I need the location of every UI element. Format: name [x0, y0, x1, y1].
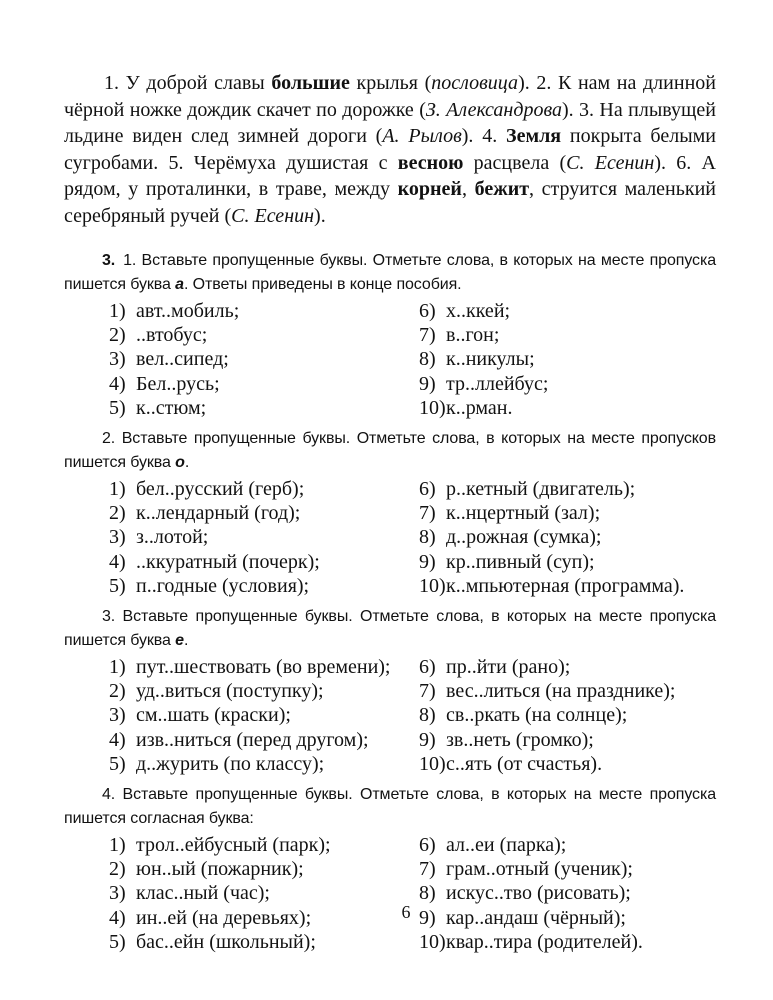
item-word: кар..андаш (чёрный); [446, 906, 626, 929]
item-number: 6) [419, 478, 436, 501]
list-item [419, 728, 716, 752]
item-number: 1) [109, 834, 126, 857]
item-number: 10) [419, 396, 446, 419]
list-item [419, 323, 716, 347]
item-number: 4) [109, 550, 126, 573]
list-item [419, 655, 716, 679]
item-word: к..мпьютерная (программа). [446, 574, 685, 597]
list-item [419, 857, 716, 881]
item-word: авт..мобиль; [136, 300, 240, 322]
exercise-3-right-column [419, 655, 716, 776]
item-number: 4) [109, 372, 126, 395]
list-item [419, 906, 716, 930]
item-number: 5) [109, 574, 126, 597]
item-word: з..лотой; [136, 526, 209, 549]
item-number: 5) [109, 930, 126, 953]
item-word: пр..йти (рано); [446, 656, 571, 679]
exercise-1-word-list [109, 299, 716, 420]
item-word: д..рожная (сумка); [446, 526, 602, 549]
item-number: 8) [419, 526, 436, 549]
item-word: к..никулы; [446, 348, 535, 371]
item-word: клас..ный (час); [136, 882, 270, 905]
item-word: к..нцертный (зал); [446, 502, 601, 525]
item-number: 7) [419, 680, 436, 703]
item-word: Бел..русь; [136, 372, 220, 395]
item-word: к..рман. [446, 396, 513, 419]
exercise-2 [64, 427, 716, 598]
exercise-3-word-list [109, 655, 716, 776]
list-item [109, 857, 419, 881]
item-number: 6) [419, 300, 436, 322]
list-item [109, 881, 419, 905]
list-item [109, 372, 419, 396]
exercise-3 [64, 605, 716, 776]
list-item [109, 679, 419, 703]
item-number: 3) [109, 704, 126, 727]
item-word: искус..тво (рисовать); [446, 882, 631, 905]
item-number: 7) [419, 858, 436, 881]
exercise-1 [64, 249, 716, 420]
item-number: 8) [419, 882, 436, 905]
list-item [109, 347, 419, 371]
item-number: 9) [419, 550, 436, 573]
item-word: квар..тира (родителей). [446, 930, 643, 953]
item-number: 1) [109, 300, 126, 322]
list-item [109, 906, 419, 930]
item-number: 5) [109, 752, 126, 775]
item-number: 9) [419, 372, 436, 395]
list-item [419, 347, 716, 371]
item-word: см..шать (краски); [136, 704, 291, 727]
list-item [419, 525, 716, 549]
exercise-4-instruction: 4. Вставьте пропущенные буквы. Отметьте слова, в которых на месте пропуска пишется согласная буква: [64, 786, 716, 827]
list-item [419, 752, 716, 776]
item-number: 10) [419, 574, 446, 597]
item-number: 3) [109, 882, 126, 905]
item-word: трол..ейбусный (парк); [136, 834, 331, 857]
list-item [419, 881, 716, 905]
item-number: 2) [109, 502, 126, 525]
item-word: уд..виться (поступку); [136, 680, 324, 703]
list-item [419, 396, 716, 420]
item-number: 8) [419, 348, 436, 371]
list-item [109, 833, 419, 857]
exercise-4-left-column [109, 833, 419, 954]
intro-paragraph: 1. У доброй славы большие крылья (пословица). 2. К нам на длинной чёрной ножке дождик скачет по дорожке (З. Александрова). 3. На плывущей льдине виден след зимней дороги (А. Рылов). 4. Земля покрыта белыми сугробами. 5. Черёмуха душистая с весною расцвела (С. Есенин). 6. А рядом, у проталинки, в траве, между корней, бежит, струится маленький серебряный ручей (С. Есенин). [64, 72, 717, 227]
item-number: 6) [419, 656, 436, 679]
item-word: кр..пивный (суп); [446, 550, 595, 573]
item-number: 10) [419, 752, 446, 775]
exercise-1-right-column [419, 299, 716, 420]
item-number: 3) [109, 526, 126, 549]
list-item [419, 372, 716, 396]
item-number: 8) [419, 704, 436, 727]
item-word: к..лендарный (год); [136, 502, 301, 525]
item-word: в..гон; [446, 324, 500, 347]
list-item [419, 703, 716, 727]
item-number: 5) [109, 396, 126, 419]
item-number: 2) [109, 324, 126, 347]
item-word: бел..русский (герб); [136, 478, 305, 501]
list-item [419, 550, 716, 574]
item-word: ..втобус; [136, 324, 208, 347]
list-item [109, 574, 419, 598]
item-number: 7) [419, 324, 436, 347]
list-item [419, 679, 716, 703]
list-item [109, 323, 419, 347]
list-item [109, 752, 419, 776]
item-word: грам..отный (ученик); [446, 858, 633, 881]
item-word: ин..ей (на деревьях); [136, 906, 312, 929]
item-number: 1) [109, 478, 126, 501]
exercise-1-left-column [109, 299, 419, 420]
item-number: 9) [419, 906, 436, 929]
list-item [419, 574, 716, 598]
item-number: 2) [109, 680, 126, 703]
list-item [109, 525, 419, 549]
exercise-4 [64, 783, 716, 954]
item-word: д..журить (по классу); [136, 752, 325, 775]
item-word: тр..ллейбус; [446, 372, 549, 395]
list-item [419, 477, 716, 501]
item-word: вел..сипед; [136, 348, 229, 371]
item-number: 2) [109, 858, 126, 881]
exercise-3-instruction: 3. Вставьте пропущенные буквы. Отметьте слова, в которых на месте пропуска пишется буква е. [64, 608, 716, 649]
exercise-4-word-list [109, 833, 716, 954]
exercise-4-right-column [419, 833, 716, 954]
exercise-2-instruction: 2. Вставьте пропущенные буквы. Отметьте слова, в которых на месте пропусков пишется буква о. [64, 430, 716, 471]
item-word: с..ять (от счастья). [446, 752, 603, 775]
page-number: 6 [401, 902, 411, 922]
exercise-2-right-column [419, 477, 716, 598]
item-number: 4) [109, 728, 126, 751]
list-item [419, 501, 716, 525]
item-word: юн..ый (пожарник); [136, 858, 304, 881]
item-word: ..ккуратный (почерк); [136, 550, 320, 573]
list-item [109, 703, 419, 727]
item-number: 4) [109, 906, 126, 929]
item-word: зв..неть (громко); [446, 728, 594, 751]
list-item [109, 396, 419, 420]
list-item [419, 930, 716, 954]
item-word: к..стюм; [136, 396, 207, 419]
item-word: пут..шествовать (во времени); [136, 656, 391, 679]
item-word: св..ркать (на солнце); [446, 704, 628, 727]
item-word: п..годные (условия); [136, 574, 310, 597]
item-word: бас..ейн (школьный); [136, 930, 316, 953]
list-item [109, 501, 419, 525]
item-number: 10) [419, 930, 446, 953]
list-item [109, 655, 419, 679]
list-item [109, 728, 419, 752]
item-word: вес..литься (на празднике); [446, 680, 676, 703]
item-number: 1) [109, 656, 126, 679]
item-number: 3) [109, 348, 126, 371]
list-item [109, 477, 419, 501]
exercise-3-left-column [109, 655, 419, 776]
list-item [109, 550, 419, 574]
exercise-1-instruction: 3. 1. Вставьте пропущенные буквы. Отметьте слова, в которых на месте пропуска пишется буква а. Ответы приведены в конце пособия. [64, 252, 716, 293]
list-item [419, 299, 716, 323]
page-content [64, 70, 716, 961]
item-word: х..ккей; [446, 300, 511, 322]
list-item [419, 833, 716, 857]
item-number: 9) [419, 728, 436, 751]
item-number: 6) [419, 834, 436, 857]
item-word: ал..еи (парка); [446, 834, 567, 857]
item-number: 7) [419, 502, 436, 525]
exercise-2-left-column [109, 477, 419, 598]
list-item [109, 930, 419, 954]
list-item [109, 299, 419, 323]
item-word: изв..ниться (перед другом); [136, 728, 369, 751]
item-word: р..кетный (двигатель); [446, 478, 636, 501]
exercise-2-word-list [109, 477, 716, 598]
